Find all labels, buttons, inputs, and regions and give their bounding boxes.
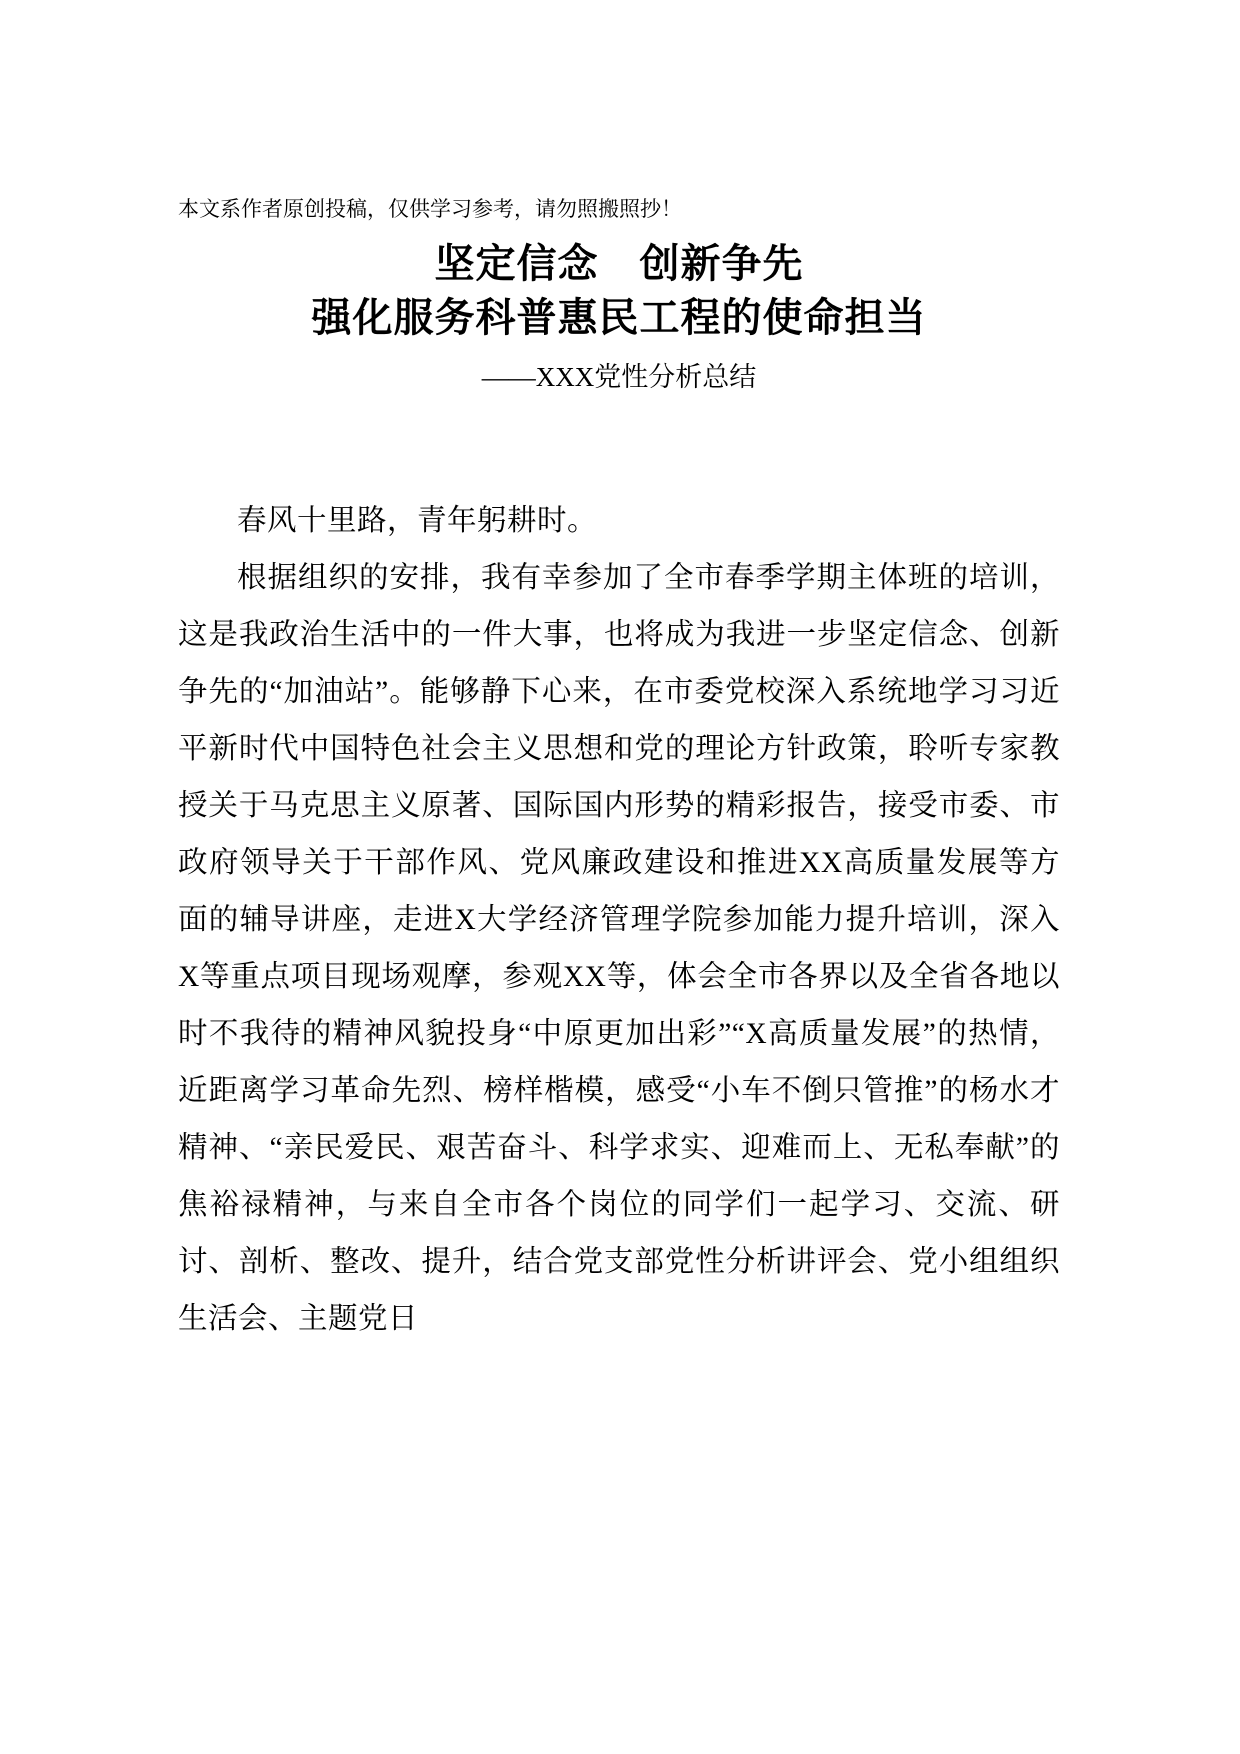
title-line-1: 坚定信念 创新争先: [434, 241, 804, 287]
paragraph-1: 春风十里路，青年躬耕时。: [237, 505, 598, 538]
paragraph-2: 根据组织的安排，我有幸参加了全市春季学期主体班的培训，这是我政治生活中的一件大事，也将成为我进一步坚定信念、创新争先的“加油站”。能够静下心来，在市委党校深入系统地学习习近平新时代中国特色社会主义思想和党的理论方针政策，聆听专家教授关于马克思主义原著、国际国内形势的精彩报告，接受市委、市政府领导关于干部作风、党风廉政建设和推进XX高质量发展等方面的辅导讲座，走进X大学经济管理学院参加能力提升培训，深入X等重点项目现场观摩，参观XX等，体会全市各界以及全省各地以时不我待的精神风貌投身“中原更加出彩”“X高质量发展”的热情，近距离学习革命先烈、榜样楷模，感受“小车不倒只管推”的杨水才精神、“亲民爱民、艰苦奋斗、科学求实、迎难而上、无私奉献”的焦裕禄精神，与来自全市各个岗位的同学们一起学习、交流、研讨、剖析、整改、提升，结合党支部党性分析讲评会、党小组组织生活会、主题党日: [178, 562, 1060, 1336]
title-line-2: 强化服务科普惠民工程的使命担当: [311, 295, 927, 341]
document-body: [178, 493, 1060, 1348]
disclaimer-text: 本文系作者原创投稿，仅供学习参考，请勿照搬照抄！: [178, 198, 682, 221]
document-subtitle: ——XXX党性分析总结: [481, 362, 757, 393]
